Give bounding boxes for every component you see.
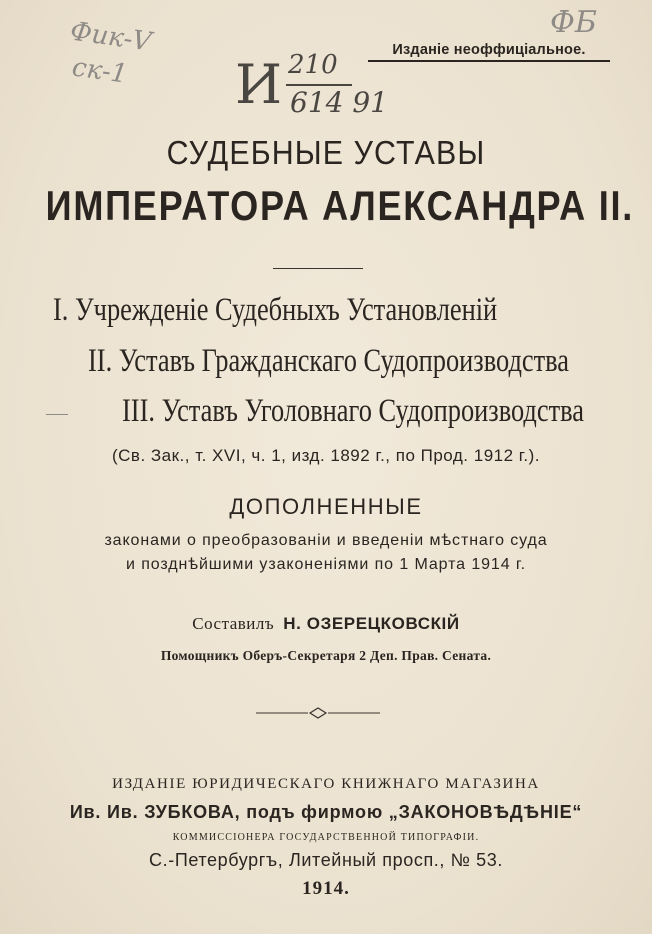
title-line-2: ИМПЕРАТОРА АЛЕКСАНДРА II.	[45, 182, 635, 229]
pencil-note-line2: ск-1	[70, 52, 130, 90]
publisher-line-1: ИЗДАНІЕ ЮРИДИЧЕСКАГО КНИЖНАГО МАГАЗИНА	[112, 776, 540, 792]
compiler-name: Н. ОЗЕРЕЦКОВСКІЙ	[283, 614, 460, 633]
call-number-bottom: 614 91	[290, 86, 388, 119]
description-line-1: законами о преобразованіи и введеніи мѣстнаго суда	[104, 532, 548, 549]
pencil-dash-mark	[46, 414, 68, 415]
ornament-divider	[256, 706, 380, 720]
publisher-line-3: КОММИССІОНЕРА ГОСУДАРСТВЕННОЙ ТИПОГРАФІИ.	[172, 832, 480, 843]
call-number-top: 210	[288, 50, 338, 80]
publisher-address: С.-Петербургъ, Литейный просп., № 53.	[149, 850, 503, 870]
part-2-title: II. Уставъ Гражданскаго Судопроизводства	[88, 343, 569, 379]
part-3-title: III. Уставъ Уголовнаго Судопроизводства	[122, 393, 584, 429]
part-1-title: I. Учрежденіе Судебныхъ Установленій	[53, 292, 498, 328]
publication-year: 1914.	[302, 878, 350, 899]
publisher-line-2: Ив. Ив. ЗУБКОВА, подъ фирмою „ЗАКОНОВѢДѢНІЕ“	[69, 802, 583, 822]
legal-reference: (Св. Зак., т. XVI, ч. 1, изд. 1892 г., по Прод. 1912 г.).	[111, 446, 541, 465]
unofficial-edition-note: Изданіе неоффиціальное.	[368, 42, 610, 62]
corner-pencil-note: ФБ	[550, 5, 597, 40]
description-line-2: и позднѣйшими узаконеніями по 1 Марта 1914 г.	[126, 556, 526, 573]
title-line-1: СУДЕБНЫЕ УСТАВЫ	[166, 134, 486, 171]
compiler-line	[0, 614, 652, 634]
pencil-note-line1: Фик-V	[68, 16, 154, 58]
compiler-label: Составилъ	[192, 614, 275, 633]
compiler-title: Помощникъ Оберъ-Секретаря 2 Деп. Прав. Сената.	[160, 648, 492, 663]
supplemented-heading: ДОПОЛНЕННЫЕ	[229, 494, 423, 519]
call-number-letter: И	[235, 53, 283, 116]
title-divider	[273, 268, 363, 269]
